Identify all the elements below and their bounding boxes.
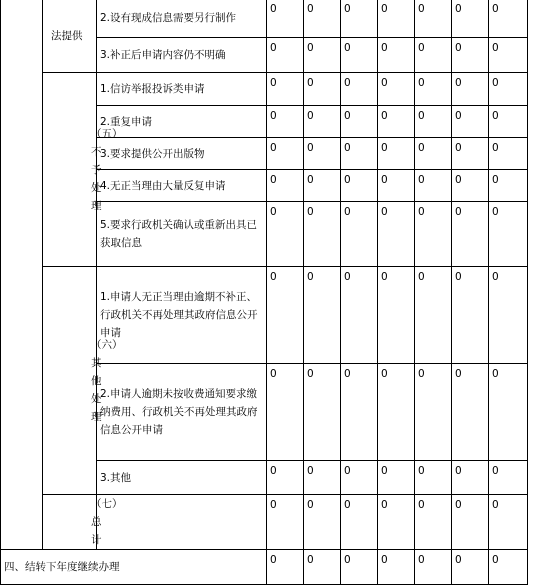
value-cell: 0 — [415, 170, 452, 202]
value-cell: 0 — [489, 38, 528, 73]
value-cell: 0 — [304, 267, 341, 364]
value-cell: 0 — [341, 38, 378, 73]
value-cell: 0 — [378, 364, 415, 461]
group-label-cell — [43, 0, 97, 73]
value-cell: 0 — [489, 106, 528, 138]
value-cell: 0 — [489, 550, 528, 585]
value-cell: 0 — [304, 202, 341, 267]
item-label: 1.信访举报投诉类申请 — [100, 83, 205, 95]
value-cell: 0 — [378, 106, 415, 138]
value-cell: 0 — [452, 202, 489, 267]
value-cell: 0 — [489, 202, 528, 267]
value-cell: 0 — [415, 0, 452, 38]
value-cell: 0 — [452, 495, 489, 550]
group-label: （六）其他处理 — [91, 338, 123, 423]
outer-category-cell — [1, 0, 43, 550]
value-cell: 0 — [267, 495, 304, 550]
carry-over-label: 四、结转下年度继续办理 — [4, 561, 120, 573]
item-label: 2.设有现成信息需要另行制作 — [100, 12, 237, 24]
value-cell: 0 — [489, 170, 528, 202]
value-cell: 0 — [304, 106, 341, 138]
value-cell: 0 — [378, 0, 415, 38]
value-cell: 0 — [378, 461, 415, 495]
value-cell: 0 — [415, 267, 452, 364]
value-cell: 0 — [267, 170, 304, 202]
group-label: （五）不予处理 — [91, 127, 123, 212]
value-cell: 0 — [267, 364, 304, 461]
value-cell: 0 — [415, 138, 452, 170]
value-cell: 0 — [415, 364, 452, 461]
item-label: 2.申请人逾期未按收费通知要求缴纳费用、行政机关不再处理其政府信息公开申请 — [100, 388, 258, 436]
value-cell: 0 — [267, 550, 304, 585]
value-cell: 0 — [378, 495, 415, 550]
value-cell: 0 — [489, 364, 528, 461]
total-label: （七）总计 — [91, 498, 123, 546]
item-label: 2.重复申请 — [100, 115, 153, 128]
value-cell: 0 — [415, 38, 452, 73]
value-cell: 0 — [267, 0, 304, 38]
item-label-cell — [97, 364, 267, 461]
value-cell: 0 — [267, 106, 304, 138]
item-label-cell — [97, 138, 267, 170]
item-label: 3.要求提供公开出版物 — [100, 147, 205, 160]
table-row — [1, 73, 528, 106]
group-label: 法提供 — [51, 29, 83, 42]
value-cell: 0 — [415, 550, 452, 585]
value-cell: 0 — [304, 550, 341, 585]
value-cell: 0 — [304, 495, 341, 550]
value-cell: 0 — [304, 364, 341, 461]
table-row — [1, 267, 528, 364]
item-label-cell — [97, 170, 267, 202]
value-cell: 0 — [267, 202, 304, 267]
item-label: 4.无正当理由大量反复申请 — [100, 179, 226, 192]
item-label: 1.申请人无正当理由逾期不补正、行政机关不再处理其政府信息公开申请 — [100, 291, 258, 339]
total-label-cell — [43, 495, 123, 550]
value-cell: 0 — [341, 550, 378, 585]
carry-over-label-cell — [1, 550, 267, 585]
carry-over-row — [1, 550, 528, 585]
value-cell: 0 — [489, 73, 528, 106]
item-label-cell — [97, 461, 267, 495]
value-cell: 0 — [304, 73, 341, 106]
item-label-cell — [97, 73, 267, 106]
value-cell: 0 — [415, 495, 452, 550]
total-row — [1, 495, 528, 550]
value-cell: 0 — [341, 267, 378, 364]
value-cell: 0 — [452, 106, 489, 138]
value-cell: 0 — [489, 267, 528, 364]
value-cell: 0 — [341, 106, 378, 138]
value-cell: 0 — [341, 73, 378, 106]
value-cell: 0 — [378, 73, 415, 106]
value-cell: 0 — [489, 495, 528, 550]
value-cell: 0 — [341, 461, 378, 495]
value-cell: 0 — [452, 73, 489, 106]
value-cell: 0 — [415, 106, 452, 138]
value-cell: 0 — [378, 138, 415, 170]
value-cell: 0 — [452, 267, 489, 364]
value-cell: 0 — [489, 138, 528, 170]
value-cell: 0 — [415, 202, 452, 267]
value-cell: 0 — [267, 267, 304, 364]
item-label-cell — [97, 0, 267, 38]
value-cell: 0 — [304, 170, 341, 202]
value-cell: 0 — [452, 364, 489, 461]
item-label-cell — [97, 38, 267, 73]
value-cell: 0 — [341, 495, 378, 550]
value-cell: 0 — [267, 138, 304, 170]
value-cell: 0 — [452, 138, 489, 170]
value-cell: 0 — [452, 0, 489, 38]
value-cell: 0 — [378, 202, 415, 267]
value-cell: 0 — [267, 461, 304, 495]
item-label: 3.其他 — [100, 471, 132, 484]
item-label: 5.要求行政机关确认或重新出具已获取信息 — [100, 219, 258, 249]
value-cell: 0 — [341, 0, 378, 38]
value-cell: 0 — [452, 170, 489, 202]
value-cell: 0 — [378, 170, 415, 202]
value-cell: 0 — [378, 550, 415, 585]
value-cell: 0 — [378, 38, 415, 73]
value-cell: 0 — [378, 267, 415, 364]
value-cell: 0 — [452, 461, 489, 495]
value-cell: 0 — [341, 202, 378, 267]
value-cell: 0 — [341, 364, 378, 461]
value-cell: 0 — [341, 170, 378, 202]
value-cell: 0 — [304, 461, 341, 495]
value-cell: 0 — [304, 138, 341, 170]
value-cell: 0 — [452, 550, 489, 585]
value-cell: 0 — [415, 461, 452, 495]
item-label-cell — [97, 202, 267, 267]
group-label-cell — [43, 73, 123, 267]
value-cell: 0 — [452, 38, 489, 73]
value-cell: 0 — [267, 38, 304, 73]
table-row — [1, 0, 528, 38]
value-cell: 0 — [267, 73, 304, 106]
item-label: 3.补正后申请内容仍不明确 — [100, 49, 226, 61]
value-cell: 0 — [489, 461, 528, 495]
value-cell: 0 — [341, 138, 378, 170]
value-cell: 0 — [304, 0, 341, 38]
value-cell: 0 — [304, 38, 341, 73]
value-cell: 0 — [489, 0, 528, 38]
value-cell: 0 — [415, 73, 452, 106]
